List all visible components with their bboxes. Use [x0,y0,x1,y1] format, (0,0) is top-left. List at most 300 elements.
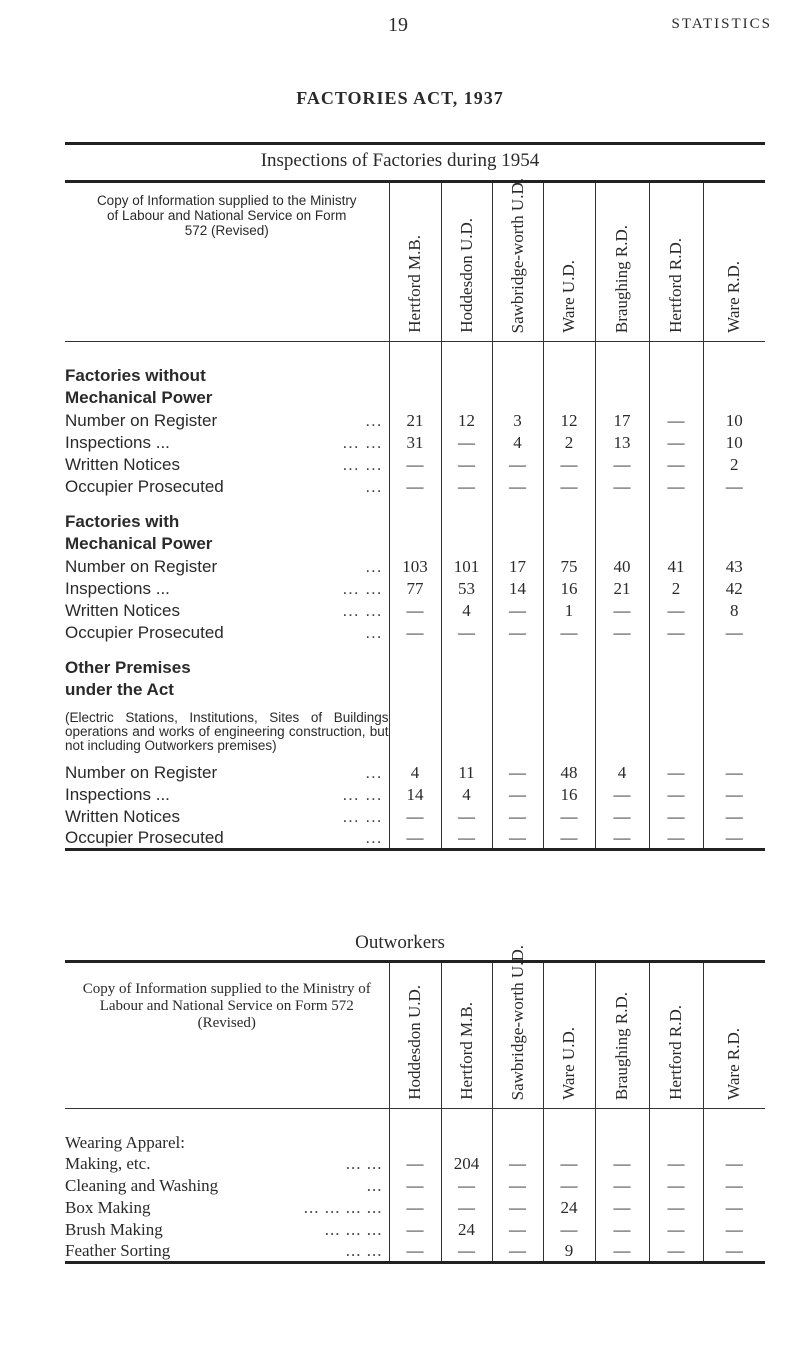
row-label-cell [65,600,389,622]
row-label: Occupier Prosecuted [65,476,224,496]
empty-cell [389,532,441,556]
value-cell: 103 [389,556,441,578]
row-label-wrap [65,601,389,621]
leader-dots: ... [365,762,383,782]
empty-cell [492,386,543,410]
empty-cell [595,702,649,762]
value-cell: — [492,1175,543,1197]
value-cell: — [595,1197,649,1219]
empty-cell [441,1109,492,1153]
empty-cell [703,342,765,386]
value-cell: 2 [703,454,765,476]
value-cell: — [492,1241,543,1263]
row-label-cell [65,806,389,828]
page-number: 19 [388,14,408,36]
leader-dots: ... ... [345,1240,383,1260]
section-note-row [65,702,765,762]
value-cell: 8 [703,600,765,622]
value-cell: 16 [543,578,595,600]
row-label-cell [65,454,389,476]
table-row [65,1241,765,1263]
section-heading: Factories without [65,365,206,385]
column-header: Hertford M.B. [389,182,441,342]
value-cell: 4 [389,762,441,784]
empty-cell [543,702,595,762]
value-cell: — [389,1219,441,1241]
row-label-cell [65,622,389,644]
table-row [65,454,765,476]
value-cell: 14 [389,784,441,806]
empty-cell [649,532,703,556]
value-cell: 10 [703,432,765,454]
leader-dots: ... ... [342,578,383,598]
leader-dots: ... [365,476,383,496]
leader-dots: ... ... [345,1153,383,1173]
value-cell: 4 [595,762,649,784]
value-cell: — [703,828,765,850]
value-cell: — [389,806,441,828]
value-cell: — [649,762,703,784]
value-cell: — [492,762,543,784]
inspections-description: Copy of Information supplied to the Ministry of Labour and National Service on Form 572 (Revised) [96,193,357,238]
group-heading: Wearing Apparel: [65,1132,185,1152]
empty-cell [389,678,441,702]
page-header [0,14,800,40]
row-label-cell [65,762,389,784]
table-row [65,828,765,850]
row-label-cell [65,1153,389,1175]
leader-dots: ... ... [342,806,383,826]
empty-cell [492,532,543,556]
value-cell: 14 [492,578,543,600]
value-cell: — [389,622,441,644]
value-cell: — [649,454,703,476]
column-header: Hoddesdon U.D. [389,962,441,1109]
empty-cell [543,644,595,678]
value-cell: 48 [543,762,595,784]
value-cell: — [492,1197,543,1219]
outworkers-description-cell [65,962,389,1109]
value-cell: 75 [543,556,595,578]
value-cell: — [703,1175,765,1197]
value-cell: — [441,1241,492,1263]
row-label-wrap [65,1241,389,1261]
table-row [65,762,765,784]
column-header: Ware R.D. [703,182,765,342]
empty-cell [441,678,492,702]
empty-cell [595,498,649,532]
value-cell: 31 [389,432,441,454]
value-cell: — [649,1153,703,1175]
table-row [65,1219,765,1241]
table-row [65,1153,765,1175]
value-cell: — [441,1175,492,1197]
value-cell: — [492,1153,543,1175]
value-cell: — [649,1241,703,1263]
value-cell: — [595,454,649,476]
section-heading-row [65,342,765,386]
table-row [65,556,765,578]
table-row [65,410,765,432]
value-cell: 4 [441,784,492,806]
row-label-wrap [65,828,389,848]
empty-cell [389,386,441,410]
value-cell: — [441,622,492,644]
row-label-wrap [65,1198,389,1218]
empty-cell [703,386,765,410]
value-cell: — [595,828,649,850]
row-label: Number on Register [65,556,218,576]
row-label-cell [65,556,389,578]
leader-dots: ... [365,622,383,642]
value-cell: 17 [595,410,649,432]
empty-cell [649,678,703,702]
empty-cell [543,342,595,386]
value-cell: — [441,806,492,828]
value-cell: — [703,476,765,498]
empty-cell [649,342,703,386]
value-cell: — [492,784,543,806]
group-heading-row [65,1109,765,1153]
empty-cell [703,532,765,556]
value-cell: 10 [703,410,765,432]
row-label: Written Notices [65,454,180,474]
empty-cell [595,386,649,410]
section-heading: Mechanical Power [65,387,213,407]
value-cell: 4 [492,432,543,454]
value-cell: 21 [595,578,649,600]
section-heading-row [65,678,765,702]
column-header: Braughing R.D. [595,182,649,342]
value-cell: — [543,1153,595,1175]
inspections-table [65,177,765,851]
empty-cell [441,498,492,532]
row-label: Occupier Prosecuted [65,827,224,847]
table-row [65,806,765,828]
value-cell: — [649,476,703,498]
empty-cell [595,342,649,386]
value-cell: — [595,476,649,498]
empty-cell [441,342,492,386]
value-cell: — [595,1175,649,1197]
row-label-cell [65,1175,389,1197]
row-label: Written Notices [65,600,180,620]
value-cell: — [649,432,703,454]
column-header: Hertford M.B. [441,962,492,1109]
leader-dots: ... ... [342,784,383,804]
value-cell: — [441,432,492,454]
table-row [65,600,765,622]
value-cell: 24 [441,1219,492,1241]
value-cell: 101 [441,556,492,578]
row-label-cell [65,432,389,454]
leader-dots: ... [365,556,383,576]
section-heading: Mechanical Power [65,533,213,553]
row-label: Box Making [65,1197,151,1217]
table-row [65,578,765,600]
empty-cell [595,1109,649,1153]
value-cell: — [649,1197,703,1219]
value-cell: 41 [649,556,703,578]
value-cell: — [595,806,649,828]
value-cell: — [543,806,595,828]
leader-dots: ... [365,827,383,847]
value-cell: — [649,410,703,432]
value-cell: — [389,828,441,850]
column-header: Braughing R.D. [595,962,649,1109]
row-label-cell [65,828,389,850]
leader-dots: ... ... ... ... [303,1197,383,1217]
empty-cell [649,1109,703,1153]
empty-cell [595,644,649,678]
row-label-wrap [65,455,389,475]
section-name: STATISTICS [671,16,772,32]
empty-cell [441,532,492,556]
value-cell: 1 [543,600,595,622]
act-title: FACTORIES ACT, 1937 [296,88,504,108]
empty-cell [441,386,492,410]
value-cell: 9 [543,1241,595,1263]
row-label-wrap [65,807,389,827]
column-header: Sawbridge-worth U.D. [492,182,543,342]
outworkers-description: Copy of Information supplied to the Ministry of Labour and National Service on Form 572 (Revised) [82,981,371,1031]
section-heading: Other Premises [65,657,191,677]
value-cell: — [595,1241,649,1263]
inspections-header-row [65,182,765,342]
empty-cell [649,386,703,410]
value-cell: — [703,622,765,644]
value-cell: — [543,454,595,476]
value-cell: — [389,476,441,498]
value-cell: — [595,1153,649,1175]
value-cell: — [649,806,703,828]
row-label: Occupier Prosecuted [65,622,224,642]
row-label-cell [65,476,389,498]
value-cell: — [389,1153,441,1175]
value-cell: 42 [703,578,765,600]
empty-cell [649,498,703,532]
row-label: Inspections ... [65,784,170,804]
row-label-cell [65,1219,389,1241]
outworkers-table [65,944,765,1264]
row-label: Inspections ... [65,432,170,452]
value-cell: 13 [595,432,649,454]
leader-dots: ... ... [342,432,383,452]
row-label-cell [65,410,389,432]
value-cell: — [389,1175,441,1197]
empty-cell [543,1109,595,1153]
value-cell: — [441,1197,492,1219]
section-heading-row [65,644,765,678]
leader-dots: ... ... [342,600,383,620]
table-row [65,784,765,806]
row-label-wrap [65,1176,389,1196]
section-heading-row [65,498,765,532]
value-cell: — [492,1219,543,1241]
row-label: Brush Making [65,1219,163,1239]
outworkers-header-row [65,962,765,1109]
value-cell: — [492,806,543,828]
value-cell: — [703,762,765,784]
empty-cell [649,702,703,762]
empty-cell [543,678,595,702]
section-heading: Factories with [65,511,180,531]
outworkers-title: Outworkers [355,932,445,953]
row-label: Feather Sorting [65,1240,171,1260]
value-cell: — [389,1197,441,1219]
row-label-wrap [65,579,389,599]
row-label-wrap [65,763,389,783]
empty-cell [492,342,543,386]
empty-cell [389,498,441,532]
column-header: Hertford R.D. [649,962,703,1109]
table-row [65,1197,765,1219]
value-cell: 16 [543,784,595,806]
value-cell: — [595,784,649,806]
top-rule [65,142,765,145]
row-label: Cleaning and Washing [65,1175,219,1195]
value-cell: — [649,828,703,850]
empty-cell [492,644,543,678]
value-cell: — [543,1175,595,1197]
value-cell: 12 [441,410,492,432]
value-cell: — [492,828,543,850]
value-cell: — [389,1241,441,1263]
value-cell: 204 [441,1153,492,1175]
row-label-wrap [65,1220,389,1240]
value-cell: 12 [543,410,595,432]
value-cell: — [703,784,765,806]
row-label: Making, etc. [65,1153,151,1173]
value-cell: — [389,600,441,622]
empty-cell [389,644,441,678]
section-heading-row [65,532,765,556]
row-label-wrap [65,433,389,453]
empty-cell [543,386,595,410]
value-cell: 2 [543,432,595,454]
leader-dots: ... ... ... [324,1219,383,1239]
table-row [65,1175,765,1197]
row-label-cell [65,1241,389,1263]
column-header: Ware U.D. [543,182,595,342]
value-cell: 17 [492,556,543,578]
value-cell: — [595,622,649,644]
value-cell: — [492,476,543,498]
row-label-wrap [65,1154,389,1174]
value-cell: — [543,622,595,644]
value-cell: — [649,784,703,806]
empty-cell [492,1109,543,1153]
value-cell: — [492,454,543,476]
row-label-wrap [65,785,389,805]
empty-cell [389,342,441,386]
leader-dots: ... [366,1175,383,1195]
inspections-title: Inspections of Factories during 1954 [260,150,540,171]
value-cell: — [492,622,543,644]
empty-cell [703,644,765,678]
empty-cell [703,1109,765,1153]
empty-cell [703,678,765,702]
value-cell: — [492,600,543,622]
value-cell: — [703,1241,765,1263]
row-label-cell [65,578,389,600]
value-cell: — [595,600,649,622]
empty-cell [492,678,543,702]
empty-cell [441,702,492,762]
empty-cell [492,702,543,762]
column-header: Sawbridge-worth U.D. [492,962,543,1109]
empty-cell [703,702,765,762]
value-cell: 77 [389,578,441,600]
inspections-description-cell [65,182,389,342]
empty-cell [703,498,765,532]
value-cell: — [441,454,492,476]
leader-dots: ... [365,410,383,430]
table-row [65,476,765,498]
column-header: Hoddesdon U.D. [441,182,492,342]
empty-cell [389,702,441,762]
value-cell: — [649,622,703,644]
value-cell: — [703,1153,765,1175]
empty-cell [543,532,595,556]
section-heading-row [65,386,765,410]
value-cell: — [649,600,703,622]
table-row [65,622,765,644]
column-header: Hertford R.D. [649,182,703,342]
value-cell: 40 [595,556,649,578]
row-label-wrap [65,557,389,577]
value-cell: — [441,828,492,850]
value-cell: — [543,476,595,498]
empty-cell [543,498,595,532]
value-cell: — [703,1219,765,1241]
value-cell: 53 [441,578,492,600]
value-cell: 43 [703,556,765,578]
section-heading: under the Act [65,679,174,699]
row-label: Written Notices [65,806,180,826]
column-header: Ware R.D. [703,962,765,1109]
row-label-cell [65,1197,389,1219]
value-cell: — [703,806,765,828]
empty-cell [441,644,492,678]
leader-dots: ... ... [342,454,383,474]
row-label: Number on Register [65,762,218,782]
value-cell: — [543,1219,595,1241]
row-label-wrap [65,623,389,643]
value-cell: 24 [543,1197,595,1219]
value-cell: 3 [492,410,543,432]
empty-cell [595,532,649,556]
row-label-wrap [65,477,389,497]
row-label-wrap [65,411,389,431]
row-label: Number on Register [65,410,218,430]
section-note: (Electric Stations, Institutions, Sites of Buildings operations and works of engineering construction, but not including Outworkers premises) [65,709,389,753]
value-cell: 4 [441,600,492,622]
empty-cell [389,1109,441,1153]
value-cell: — [543,828,595,850]
value-cell: — [595,1219,649,1241]
value-cell: 11 [441,762,492,784]
empty-cell [492,498,543,532]
value-cell: — [389,454,441,476]
value-cell: — [703,1197,765,1219]
value-cell: — [441,476,492,498]
table-row [65,432,765,454]
value-cell: — [649,1175,703,1197]
row-label: Inspections ... [65,578,170,598]
empty-cell [649,644,703,678]
value-cell: 2 [649,578,703,600]
